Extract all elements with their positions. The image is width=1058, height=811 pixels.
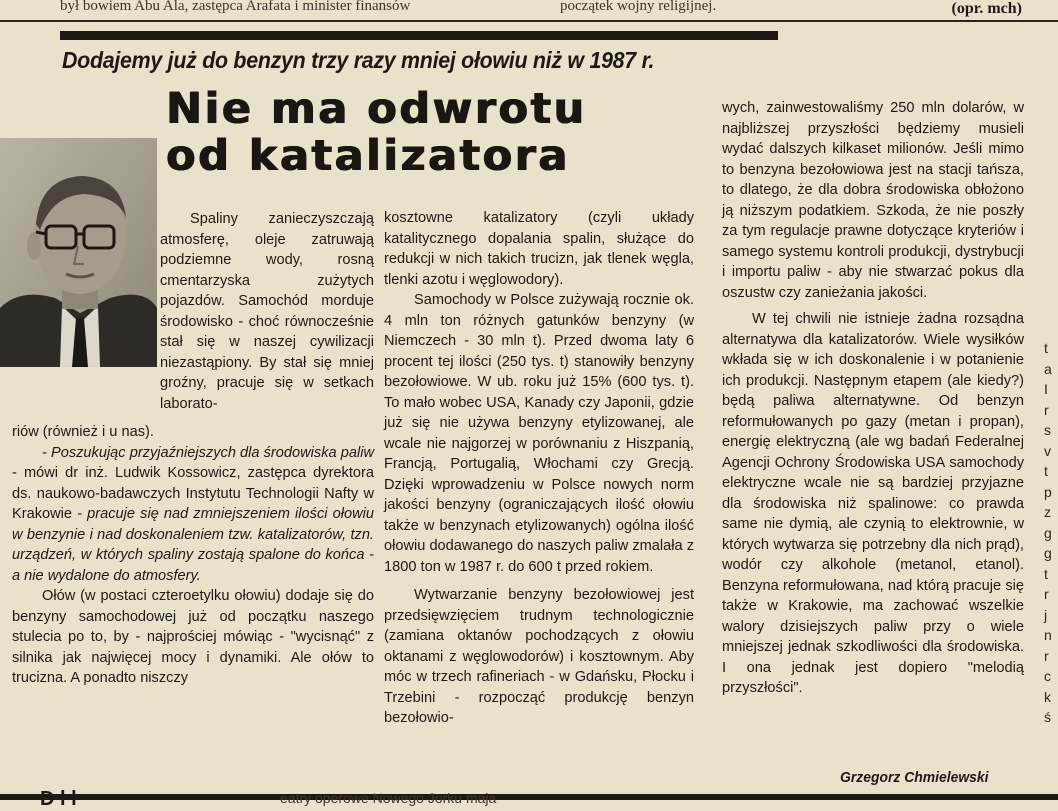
top-divider bbox=[0, 20, 1058, 22]
quote-attribution: - mówi dr inż. Ludwik Kossowicz, zastępca dyrektora ds. naukowo-badawczych Instytutu Technologii Nafty w Krakowie bbox=[12, 465, 374, 522]
next-article-text-fragment: eatry operowe Nowego Jorku maja bbox=[280, 790, 497, 806]
quote-part-2: - pracuje się nad zmniejszeniem ilości ołowiu w benzynie i nad doskonaleniem tzw. katalizatorów, tzn. urządzeń, w których spaliny zostają spalone do końca - a nie wydalone do atmosfery. bbox=[12, 506, 374, 584]
byline: Grzegorz Chmielewski bbox=[840, 770, 989, 786]
column-1-bottom bbox=[12, 422, 374, 689]
column-2 bbox=[384, 208, 694, 729]
next-article-title-fragment: D l l bbox=[40, 788, 77, 810]
paragraph-lead: Ołów (w postaci czteroetylku ołowiu) dodaje się do benzyny samochodowej już od początku naszego stulecia po to, by - najprościej mówiąc - "wycisnąć" z silnika jak najwięcej mocy i dynamiki. Ale ołów to trucizna. A ponadto niszczy bbox=[12, 588, 374, 686]
clipped-letter: t bbox=[1044, 340, 1048, 356]
previous-article-line-right: początek wojny religijnej. bbox=[560, 0, 717, 14]
clipped-letter: ś bbox=[1044, 709, 1051, 725]
previous-article-signoff: (opr. mch) bbox=[951, 0, 1022, 17]
clipped-letter: I bbox=[1044, 381, 1048, 397]
previous-article-line-left: był bowiem Abu Ala, zastępca Arafata i minister finansów bbox=[60, 0, 411, 14]
bottom-divider bbox=[0, 794, 1058, 800]
clipped-letter: v bbox=[1044, 442, 1051, 459]
headline-line-1: Nie ma odwrotu bbox=[166, 84, 587, 134]
clipped-letter: z bbox=[1044, 504, 1051, 520]
paragraph-investment: wych, zainwestowaliśmy 250 mln dolarów, w najbliższej przyszłości będziemy musieli wydać dalszych kilkaset milionów. Jeśli mimo to benzyna bezołowiowa jest na stacji tańsza, to dlatego, że dla dobra środowiska obłożono ją niższym podatkiem. Szkoda, że nie poszły za tym regulacje prawne dotyczące kryteriów i samego systemu kontroli produkcji, dystrybucji i importu paliw - aby nie stwarzać pokus dla oszustw czy zanieżania jakości. bbox=[722, 100, 1024, 301]
headline-line-2: od katalizatora bbox=[166, 131, 570, 181]
clipped-letter: r bbox=[1044, 586, 1049, 602]
clipped-letter: n bbox=[1044, 627, 1052, 643]
paragraph-statistics: Samochody w Polsce zużywają rocznie ok. 4 mln ton różnych gatunków benzyny (w Niemczech - 30 mln t). Przed dwoma laty 6 procent tej ilości (250 tys. t) stanowiły benzyny bezołowiowe. W ub. roku już 15% (600 tys. t). To mało wobec USA, Kanady czy Japonii, gdzie już się nie używa benzyny etylizowanej, ale wcale nie najgorzej w porównaniu z Hiszpanią, Francją, Portugalią, Włochami czy Grecją. Dzięki wprowadzeniu w Polsce nowych norm jakości benzyny (ograniczających ilość ołowiu także w benzynach etylizowanych) ogólna ilość ołowiu dodawanego do naszych paliw zmalała z 1800 ton w 1987 r. do 600 t przed rokiem. bbox=[384, 292, 694, 575]
headline bbox=[166, 86, 706, 180]
clipped-letter: g bbox=[1044, 524, 1052, 541]
paragraph-alternatives: W tej chwili nie istnieje żadna rozsądna alternatywa dla katalizatorów. Wiele wysiłków wkłada się w ich doskonalenie i w potanienie ich produkcji. Następnym etapem (ale kiedy?) będą paliwa alternatywne. Od benzyn reformułowanych po gazy (metan i propan), energię elektryczną (ale wg badań Federalnej Agencji Ochrony Środowiska USA samochody elektryczne wcale nie są bardziej przyjazne dla środowiska niż spalinowe: co prawda same nie dymią, ale czynią to elektrownie, w których wytwarza się potrzebny dla nich prąd), wodór czy alkohole (metanol, etanol). Benzyna reformułowana, nad którą pracuje się także w Krakowie, ma zachować wszelkie walory dzisiejszych paliw przy o wiele mniejszej jednak szkodliwości dla środowiska. I ona jednak jest dopiero "melodią przyszłości". bbox=[722, 311, 1024, 696]
column-3 bbox=[722, 98, 1024, 699]
clipped-letter: k bbox=[1044, 688, 1051, 705]
clipped-letter: r bbox=[1044, 647, 1049, 664]
clipped-letter: g bbox=[1044, 545, 1052, 561]
paragraph-catalysts: kosztowne katalizatory (czyli układy katalitycznego dopalania spalin, służące do redukcji w nich takich trucizn, jak tlenek węgla, tlenki azotu i węglowodory). bbox=[384, 210, 694, 288]
clipped-letter: r bbox=[1044, 401, 1049, 418]
kicker-bar bbox=[60, 31, 778, 40]
paragraph-production: Wytwarzanie benzyny bezołowiowej jest przedsięwzięciem trudnym technologicznie (zamiana oktanów pochodzących z ołowiu oktanami z węglowodorów) i kosztownym. Aby móc w trzech rafineriach - w Gdańsku, Płocku i Trzebini - rozpocząć produkcję benzyn bezołowio- bbox=[384, 587, 694, 726]
kicker: Dodajemy już do benzyn trzy razy mniej ołowiu niż w 1987 r. bbox=[62, 47, 655, 73]
clipped-letter: j bbox=[1044, 606, 1048, 623]
paragraph-quote bbox=[12, 443, 374, 587]
clipped-letter: a bbox=[1044, 360, 1052, 377]
clipped-letter: s bbox=[1044, 422, 1051, 438]
column-1-top bbox=[160, 209, 374, 414]
paragraph-intro-end: riów (również i u nas). bbox=[12, 424, 154, 440]
paragraph-intro: Spaliny zanieczyszczają atmosferę, oleje zatruwają podziemne wody, rosną cmentarzyska zużytych pojazdów. Samochód morduje środowisko - choć równocześnie stał się w naszej cywilizacji niezastąpiony. By stał się mniej groźny, pracuje się w setkach laborato- bbox=[160, 211, 374, 412]
clipped-letter: t bbox=[1044, 565, 1048, 582]
portrait-photo bbox=[0, 138, 157, 367]
clipped-letter: t bbox=[1044, 463, 1048, 479]
clipped-adjacent-column bbox=[1044, 338, 1058, 728]
quote-part-1: - Poszukując przyjaźniejszych dla środowiska paliw bbox=[42, 444, 374, 461]
clipped-letter: p bbox=[1044, 483, 1052, 500]
clipped-letter: c bbox=[1044, 668, 1051, 684]
